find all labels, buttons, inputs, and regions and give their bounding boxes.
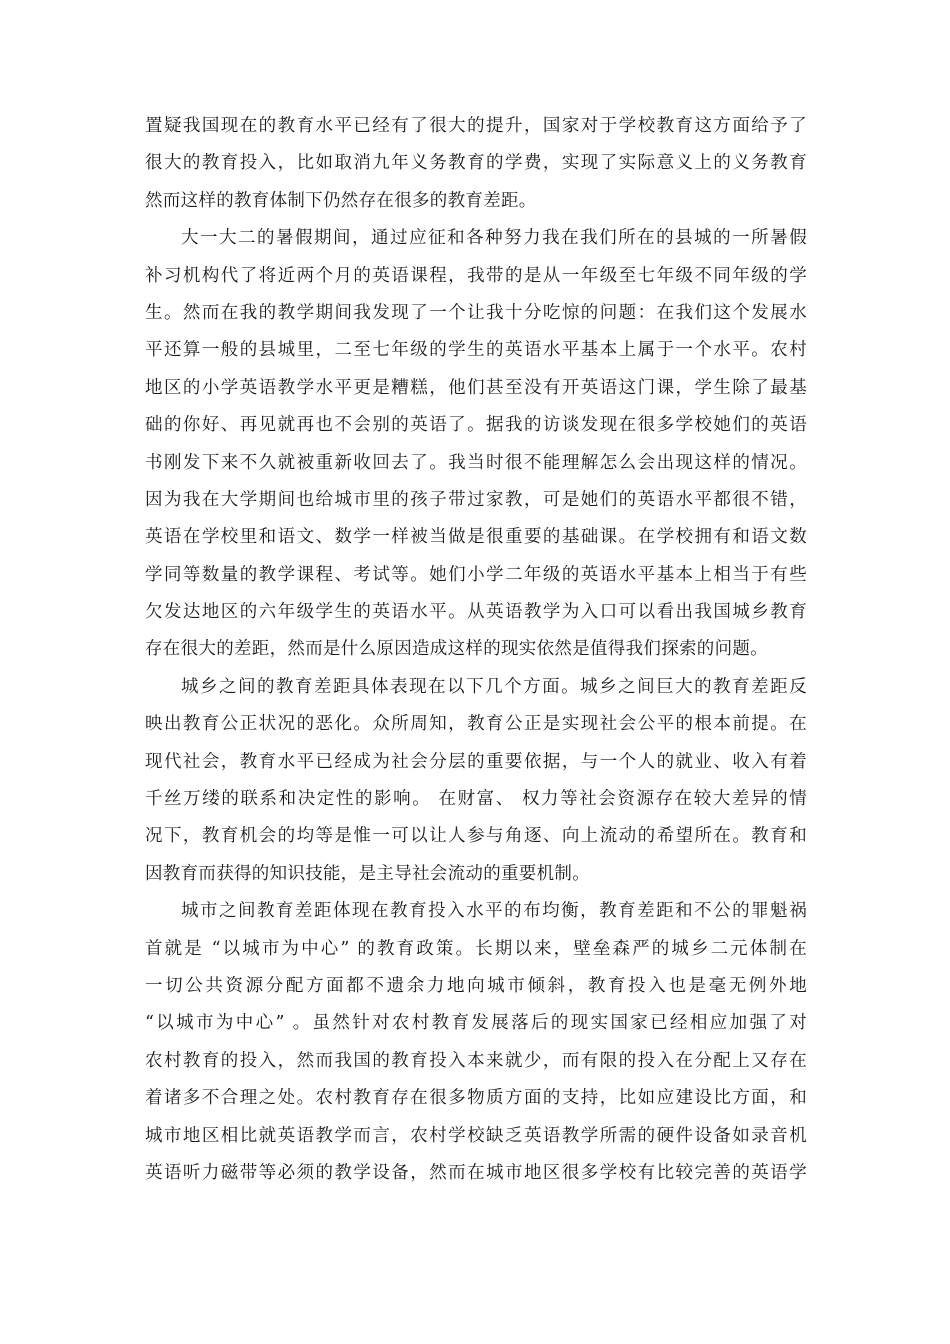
text-line: 着诸多不合理之处。农村教育存在很多物质方面的支持，比如应建设比方面，和 [145, 1088, 807, 1109]
text-line: 城乡之间的教育差距具体表现在以下几个方面。城乡之间巨大的教育差距反 [181, 676, 807, 697]
text-line: 现代社会，教育水平已经成为社会分层的重要依据，与一个人的就业、收入有着 [145, 751, 807, 772]
text-line: 学同等数量的教学课程、考试等。她们小学二年级的英语水平基本上相当于有些 [145, 564, 807, 585]
text-line: 英语听力磁带等必须的教学设备，然而在城市地区很多学校有比较完善的英语学 [145, 1162, 807, 1183]
text-line: 首就是 “以城市为中心” 的教育政策。长期以来，壁垒森严的城乡二元体制在 [145, 938, 807, 959]
text-line: 大一大二的暑假期间，通过应征和各种努力我在我们所在的县城的一所暑假 [181, 228, 807, 249]
text-line: 置疑我国现在的教育水平已经有了很大的提升，国家对于学校教育这方面给予了 [145, 116, 807, 136]
text-line: 础的你好、再见就再也不会别的英语了。据我的访谈发现在很多学校她们的英语 [145, 415, 807, 436]
paragraph [145, 220, 807, 669]
text-line: 很大的教育投入，比如取消九年义务教育的学费，实现了实际意义上的义务教育 [145, 153, 807, 174]
text-line: 然而这样的教育体制下仍然存在很多的教育差距。 [145, 190, 537, 211]
paragraph [145, 893, 807, 1192]
text-line: 城市地区相比就英语教学而言，农村学校缺乏英语教学所需的硬件设备如录音机 [145, 1125, 807, 1146]
paragraph [145, 108, 807, 220]
text-line: 农村教育的投入，然而我国的教育投入本来就少，而有限的投入在分配上又存在 [145, 1050, 807, 1071]
text-line: 因教育而获得的知识技能，是主导社会流动的重要机制。 [145, 863, 590, 884]
text-line: “以城市为中心” 。虽然针对农村教育发展落后的现实国家已经相应加强了对 [145, 1013, 807, 1034]
text-line: 生。然而在我的教学期间我发现了一个让我十分吃惊的问题：在我们这个发展水 [145, 302, 807, 323]
text-line: 补习机构代了将近两个月的英语课程，我带的是从一年级至七年级不同年级的学 [145, 265, 807, 286]
text-line: 存在很大的差距，然而是什么原因造成这样的现实依然是值得我们探索的问题。 [145, 639, 768, 660]
text-line: 英语在学校里和语文、数学一样被当做是很重要的基础课。在学校拥有和语文数 [145, 527, 807, 548]
text-line: 千丝万缕的联系和决定性的影响。 在财富、 权力等社会资源存在较大差异的情 [145, 789, 807, 810]
text-line: 因为我在大学期间也给城市里的孩子带过家教，可是她们的英语水平都很不错， [145, 489, 807, 510]
document-body [145, 108, 807, 1192]
text-line: 欠发达地区的六年级学生的英语水平。从英语教学为入口可以看出我国城乡教育 [145, 602, 807, 623]
text-line: 城市之间教育差距体现在教育投入水平的布均衡，教育差距和不公的罪魁祸 [181, 901, 807, 922]
text-line: 一切公共资源分配方面都不遗余力地向城市倾斜，教育投入也是毫无例外地 [145, 975, 807, 996]
text-line: 况下，教育机会的均等是惟一可以让人参与角逐、向上流动的希望所在。教育和 [145, 826, 807, 847]
text-line: 地区的小学英语教学水平更是糟糕，他们甚至没有开英语这门课，学生除了最基 [145, 377, 807, 398]
paragraph [145, 669, 807, 893]
text-line: 书刚发下来不久就被重新收回去了。我当时很不能理解怎么会出现这样的情况。 [145, 452, 807, 473]
text-line: 映出教育公正状况的恶化。众所周知，教育公正是实现社会公平的根本前提。在 [145, 714, 807, 735]
text-line: 平还算一般的县城里，二至七年级的学生的英语水平基本上属于一个水平。农村 [145, 340, 807, 361]
